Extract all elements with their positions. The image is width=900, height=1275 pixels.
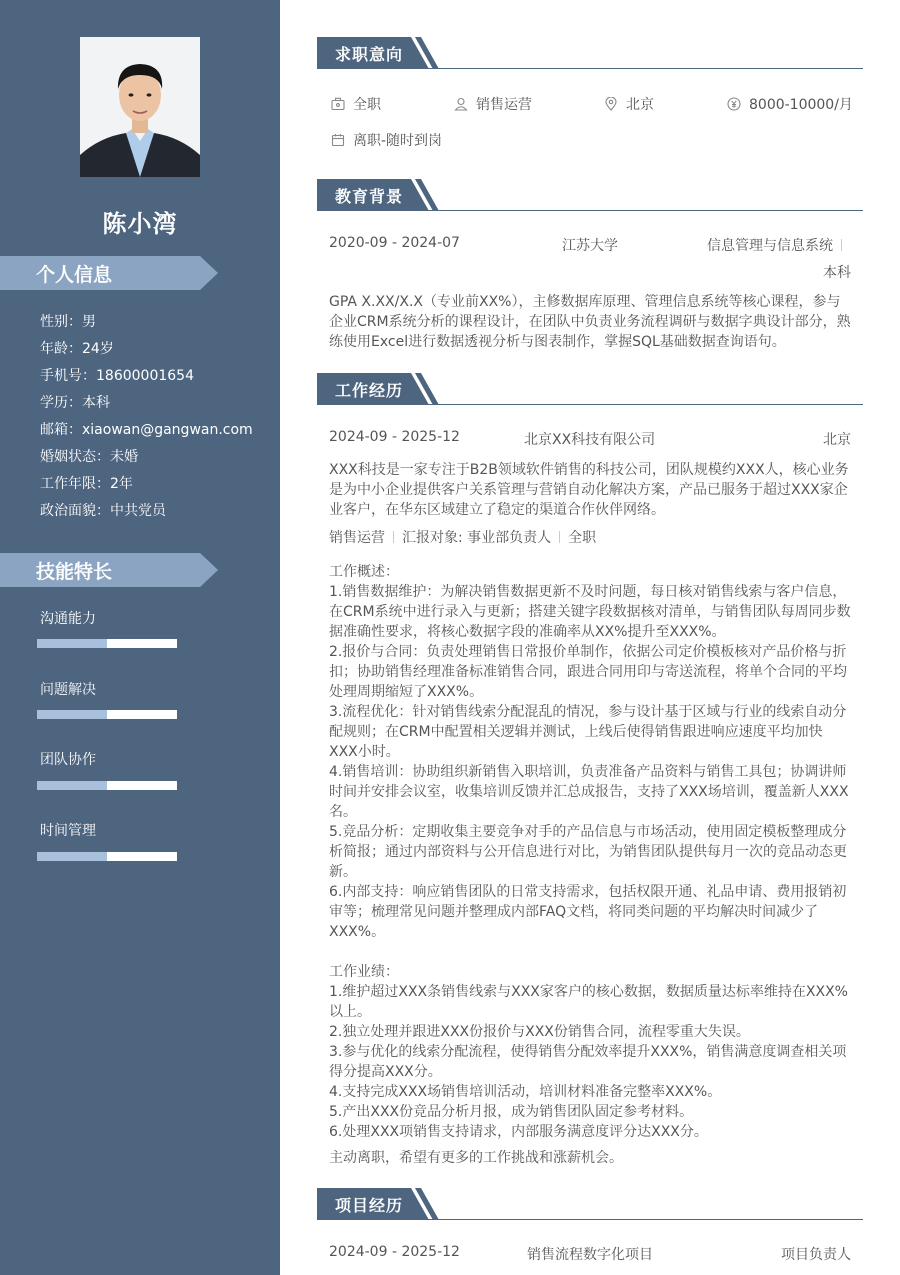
education-description: GPA X.XX/X.X（专业前XX%），主修数据库原理、管理信息系统等核心课程，参与企业CRM系统分析的课程设计，在团队中负责业务流程调研与数据字典设计部分，熟练使用Excel进行数据透视分析与图表制作，掌握SQL基础数据查询语句。: [329, 294, 851, 350]
overview-item: 5.竞品分析：定期收集主要竞争对手的产品信息与市场活动，使用固定模板整理成分析简报；通过内部资料与公开信息进行对比，为销售团队提供每月一次的竞品动态更新。: [329, 824, 847, 880]
skill-bar: [37, 639, 177, 648]
education-school: 江苏大学: [562, 238, 618, 254]
overview-item: 6.内部支持：响应销售团队的日常支持需求，包括权限开通、礼品申请、费用报销初审等；梳理常见问题并整理成内部FAQ文档，将同类问题的平均解决时间减少了XXX%。: [329, 884, 847, 940]
info-work-years: 工作年限：2年: [40, 476, 133, 492]
calendar-icon: [331, 133, 345, 147]
project-title: 项目经历: [335, 1196, 404, 1215]
education-degree: 本科: [823, 265, 851, 281]
location-pin-icon: [604, 97, 618, 111]
job-intent-header: [317, 37, 863, 71]
achievement-item: 2.独立处理并跟进XXX份报价与XXX份销售合同，流程零重大失误。: [329, 1024, 750, 1040]
personal-info-title: 个人信息: [36, 264, 113, 286]
achievement-item: 6.处理XXX项销售支持请求，内部服务满意度评分达XXX分。: [329, 1124, 708, 1140]
overview-item: 2.报价与合同：负责处理销售日常报价单制作，依据公司定价模板核对产品价格与折扣；协助销售经理准备标准销售合同，跟进合同用印与寄送流程，将单个合同的平均处理周期缩短了XXX%。: [329, 644, 847, 700]
info-marital-status: 婚姻状态：未婚: [40, 449, 138, 465]
work-period: 2024-09 - 2025-12: [329, 429, 460, 445]
work-header: [317, 373, 863, 407]
achievement-item: 3.参与优化的线索分配流程，使得销售分配效率提升XXX%，销售满意度调查相关项得分提高XXX分。: [329, 1044, 847, 1080]
project-period: 2024-09 - 2025-12: [329, 1244, 460, 1260]
education-title: 教育背景: [335, 187, 404, 206]
personal-info-list: [40, 309, 253, 525]
info-phone: 手机号：18600001654: [40, 368, 194, 384]
work-title: 工作经历: [335, 381, 404, 400]
skill-label: 时间管理: [40, 823, 96, 839]
job-position: [454, 94, 532, 114]
project-role: 项目负责人: [781, 1247, 851, 1263]
section-divider: [317, 404, 863, 405]
overview-item: 3.流程优化：针对销售线索分配混乱的情况，参与设计基于区域与行业的线索自动分配规则；在CRM中配置相关逻辑并测试，上线后使得销售跟进响应速度平均加快XXX小时。: [329, 704, 847, 760]
info-political-status: 政治面貌：中共党员: [40, 503, 166, 519]
company-intro: XXX科技是一家专注于B2B领域软件销售的科技公司，团队规模约XXX人，核心业务是为中小企业提供客户关系管理与营销自动化解决方案，产品已服务于超过XXX家企业客户，在华东区域建立了稳定的渠道合作伙伴网络。: [329, 462, 849, 518]
achievements-title: 工作业绩：: [329, 964, 399, 980]
job-intent-title: 求职意向: [335, 45, 404, 64]
skill-bar: [37, 710, 177, 719]
personal-info-header: [0, 256, 218, 290]
education-header: [317, 179, 863, 213]
work-tag: 汇报对象: 事业部负责人: [402, 530, 552, 546]
job-city-text: 北京: [626, 97, 654, 113]
skill-bar: [37, 852, 177, 861]
job-salary: [727, 94, 853, 114]
separator: [559, 531, 560, 543]
skill-bar: [37, 781, 177, 790]
work-tags: [329, 527, 596, 547]
education-major-text: 信息管理与信息系统: [707, 238, 833, 254]
skills-title: 技能特长: [36, 561, 113, 583]
info-age: 年龄：24岁: [40, 341, 114, 357]
work-tag: 全职: [568, 530, 597, 546]
skill-label: 沟通能力: [40, 611, 96, 627]
overview-title: 工作概述：: [329, 564, 399, 580]
user-icon: [454, 97, 468, 111]
job-city: [604, 94, 654, 114]
job-availability: [331, 130, 442, 150]
section-divider: [317, 1219, 863, 1220]
section-divider: [317, 68, 863, 69]
skill-bar-fill: [37, 639, 107, 648]
skill-bar-fill: [37, 781, 107, 790]
work-tag: 销售运营: [329, 530, 385, 546]
overview-item: 1.销售数据维护：为解决销售数据更新不及时问题，每日核对销售线索与客户信息，在CRM系统中进行录入与更新；搭建关键字段数据核对清单，与销售团队每周同步数据准确性要求，将核心数据字段的准确率从XX%提升至XXX%。: [329, 584, 851, 640]
separator: [393, 531, 394, 543]
skills-header: [0, 553, 218, 587]
info-education: 学历：本科: [40, 395, 110, 411]
skill-bar-fill: [37, 852, 107, 861]
job-salary-text: 8000-10000/月: [749, 97, 853, 113]
achievement-item: 1.维护超过XXX条销售线索与XXX家客户的核心数据，数据质量达标率维持在XXX%以上。: [329, 984, 848, 1020]
separator: [841, 239, 842, 251]
project-name: 销售流程数字化项目: [527, 1247, 653, 1263]
briefcase-icon: [331, 97, 345, 111]
info-gender: 性别：男: [40, 314, 96, 330]
candidate-name: 陈小湾: [102, 210, 178, 238]
skill-bar-fill: [37, 710, 107, 719]
profile-photo: [80, 37, 200, 177]
sidebar: [0, 0, 280, 1275]
work-city: 北京: [823, 432, 851, 448]
education-major: [707, 235, 842, 255]
leave-reason: 主动离职，希望有更多的工作挑战和涨薪机会。: [329, 1150, 623, 1166]
work-company: 北京XX科技有限公司: [524, 432, 656, 448]
project-header: [317, 1188, 863, 1222]
job-type: [331, 94, 381, 114]
section-divider: [317, 210, 863, 211]
job-availability-text: 离职-随时到岗: [353, 133, 443, 149]
skill-label: 团队协作: [40, 752, 96, 768]
skill-label: 问题解决: [40, 682, 96, 698]
achievement-item: 4.支持完成XXX场销售培训活动，培训材料准备完整率XXX%。: [329, 1084, 722, 1100]
job-position-text: 销售运营: [476, 97, 532, 113]
job-type-text: 全职: [353, 97, 381, 113]
info-email: 邮箱：xiaowan@gangwan.com: [40, 422, 253, 438]
yuan-icon: [727, 97, 741, 111]
achievement-item: 5.产出XXX份竞品分析月报，成为销售团队固定参考材料。: [329, 1104, 694, 1120]
overview-item: 4.销售培训：协助组织新销售入职培训，负责准备产品资料与销售工具包；协调讲师时间并安排会议室，收集培训反馈并汇总成报告，支持了XXX场培训，覆盖新人XXX名。: [329, 764, 849, 820]
work-details: [329, 562, 851, 1168]
education-period: 2020-09 - 2024-07: [329, 235, 460, 251]
